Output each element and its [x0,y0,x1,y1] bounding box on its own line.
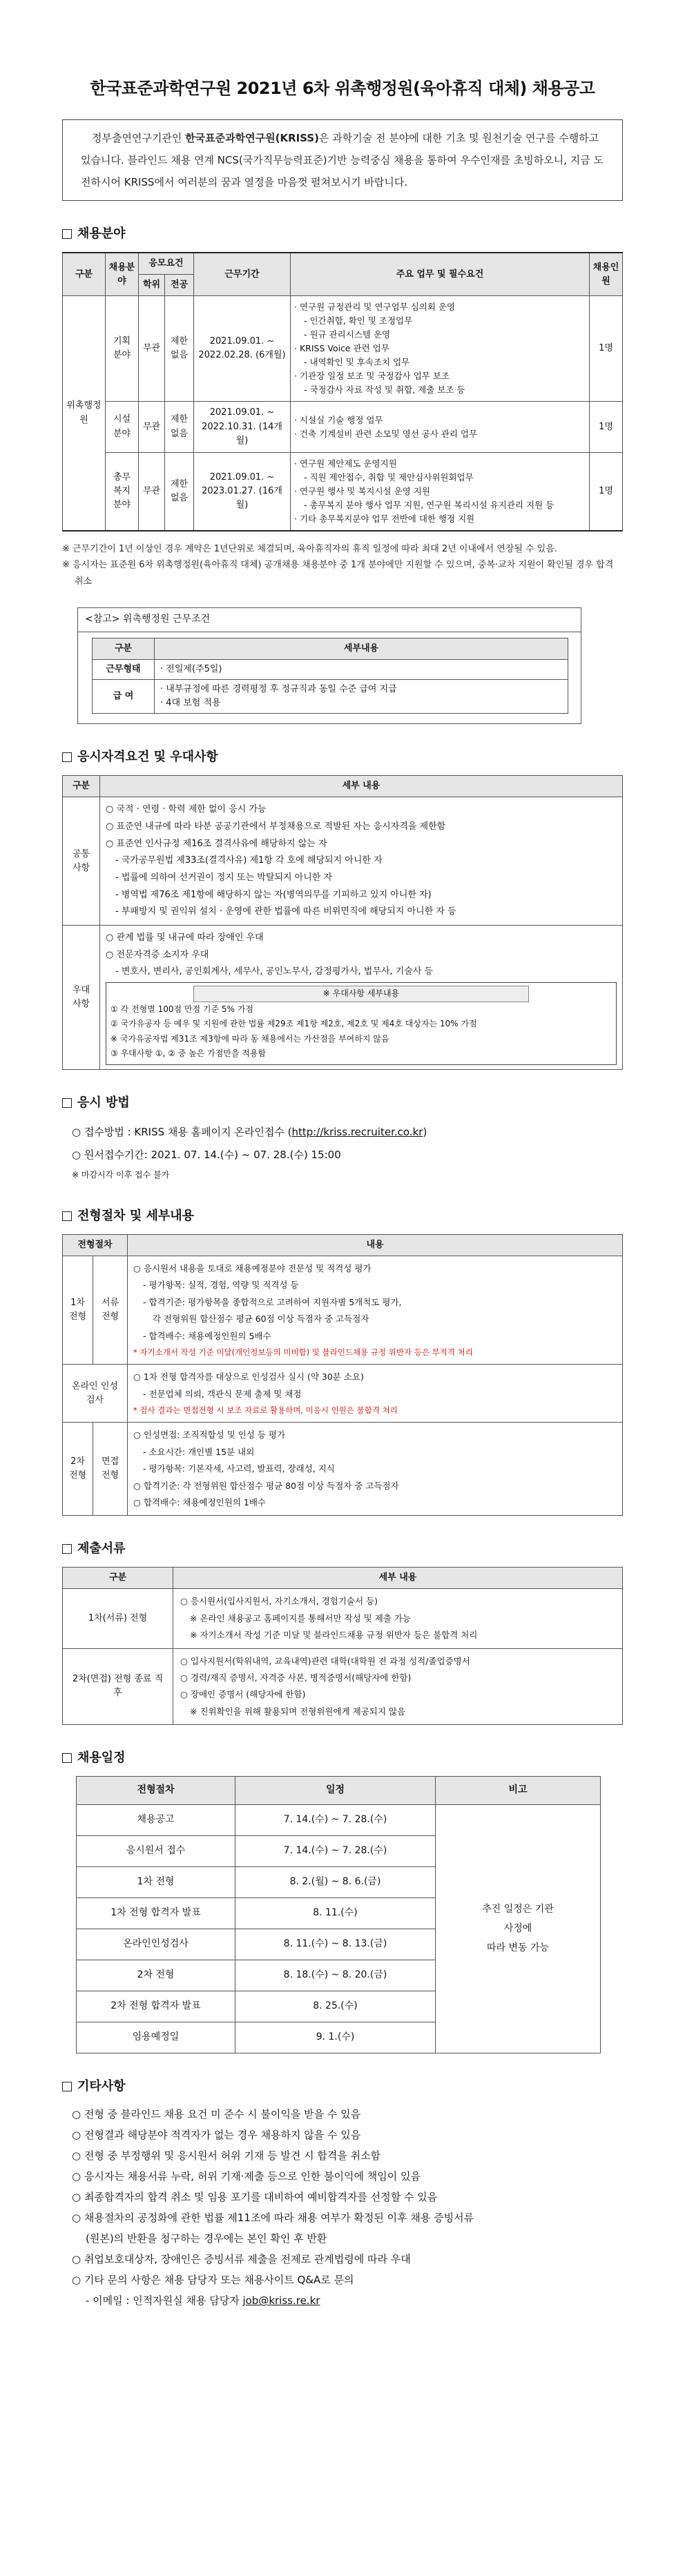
apply-period-item: ○ 원서접수기간: 2021. 07. 14.(수) ~ 07. 28.(수) 15:00 [72,1148,341,1161]
preference-detail-box [106,982,617,1065]
schedule-date: 8. 2.(월) ~ 8. 6.(금) [235,1866,436,1897]
duty-item: · 기타 총무복지분야 업무 전반에 대한 행정 지원 [294,513,475,524]
document-item: ※ 자기소개서 작성 기준 미달 및 블라인드채용 규정 위반자 등은 불합격 처리 [190,1630,478,1641]
intro-org-name: 한국표준과학연구원(KRISS) [185,132,319,145]
section-etc-heading [62,2077,623,2096]
process-table [62,1234,623,1516]
schedule-step: 응시원서 접수 [77,1835,235,1866]
process-detail-list [133,1260,617,1360]
document-item: ○ 입사지원서(학위내역, 교육내역)관련 대학(대학원 전 과정 성적/졸업증명서 [180,1655,470,1666]
page-title: 한국표준과학연구원 2021년 6차 위촉행정원(육아휴직 대체) 채용공고 [90,79,595,98]
duty-item: - 국정감사 자료 작성 및 취합, 제출 보조 등 [304,384,465,396]
degree-value: 무관 [139,296,165,402]
duty-item: - 내역확인 및 후속조치 업무 [304,357,410,368]
schedule-step: 임용예정일 [77,2022,235,2053]
common-label: 공통사항 [63,797,100,926]
condition-value: · 전일제(주5일) [160,663,222,674]
duty-list [294,457,586,526]
note-line: ※ 근무기간이 1년 이상인 경우 계약은 1년단위로 체결되며, 육아휴직자의 휴직 일정에 따라 최대 2년 이내에서 연장될 수 있음. [62,543,558,554]
preference-item: - 변호사, 변리사, 공인회계사, 세무사, 공인노무사, 감정평가사, 법무사, 기술사 등 [115,966,434,977]
preference-item: ○ 관계 법률 및 내규에 따라 장애인 우대 [106,933,264,944]
col-period: 근무기간 [194,253,291,296]
pref-label: 우대사항 [63,926,100,1070]
major-value: 제한없음 [165,402,194,452]
col-note: 비고 [436,1776,601,1804]
col-gubun: 구분 [63,776,100,797]
schedule-step: 1차 전형 합격자 발표 [77,1897,235,1929]
etc-item: ○ 기타 문의 사항은 채용 담당자 또는 채용사이트 Q&A로 문의 [72,2274,354,2287]
document-item: ○ 경력/재직 증명서, 자격증 사본, 병적증명서(해당자에 한함) [180,1672,412,1683]
documents-table [62,1567,623,1725]
section-recruit-fields-heading [62,224,623,244]
section-process-heading [62,1207,623,1226]
contact-text: - 이메일 : 인적자원실 채용 담당자 [86,2294,243,2307]
process-detail-item: - 평가항목: 실적, 경험, 역량 및 적격성 등 [143,1280,299,1291]
intro-box [62,119,623,201]
count-value: 1명 [590,296,623,402]
square-bullet-icon [62,1098,72,1108]
period-value: 2021.09.01. ~ 2022.02.28. (6개월) [194,296,291,402]
requirement-item: - 병역법 제76조 제1항에 해당하지 않는 자(병역의무를 기피하고 있지 아니한 자) [115,889,432,900]
duty-item: · 연구원 제안제도 운영지원 [294,458,397,469]
schedule-step: 2차 전형 [77,1960,235,1991]
condition-value: · 4대 보험 적용 [160,698,221,709]
col-date: 일정 [235,1776,436,1804]
document-item: ※ 진위확인을 위해 활용되며 전형위원에게 제공되지 않음 [190,1706,406,1717]
square-bullet-icon [62,752,72,762]
square-bullet-icon [62,229,72,239]
condition-value: · 내부규정에 따른 경력평정 후 정규직과 동일 수준 급여 지급 [160,683,397,694]
common-requirements-list [106,801,617,921]
table-row [93,659,568,679]
col-req: 응모요건 [139,253,194,275]
qualification-table [62,775,623,1070]
col-major: 전공 [165,275,194,296]
process-detail-item: ○ 합격기준: 각 전형위원 합산점수 평균 80점 이상 득점자 중 고득점자 [133,1480,399,1491]
col-proc: 전형절차 [63,1234,128,1256]
schedule-step: 2차 전형 합격자 발표 [77,1991,235,2022]
section-documents-heading [62,1539,623,1559]
process-detail-item: - 합격배수: 채용예정인원의 5배수 [143,1330,271,1341]
section-apply-method-heading [62,1093,623,1113]
count-value: 1명 [590,452,623,531]
schedule-note-line: 추진 일정은 기관 [482,1904,554,1915]
apply-method-text-end: ) [423,1125,427,1138]
duty-list [294,300,586,397]
requirement-item: - 법률에 의하여 선거권이 정지 또는 박탈되지 아니한 자 [115,872,333,883]
schedule-date: 8. 11.(수) ~ 8. 13.(금) [235,1929,436,1960]
preference-item: ○ 전문자격증 소지자 우대 [106,949,209,960]
requirement-item: - 국가공무원법 제33조(결격사유) 제1항 각 호에 해당되지 아니한 자 [115,855,383,866]
col-gubun: 구분 [63,253,106,296]
col-gubun: 구분 [63,1568,173,1589]
stage-label: 2차 전형 [63,1423,93,1516]
apply-method-item [72,1121,623,1144]
col-duty: 주요 업무 및 필수요건 [291,253,590,296]
table-row [93,679,568,713]
table-row [63,402,623,452]
process-detail-item: ○ 1차 전형 합격자를 대상으로 인성검사 실시 (약 30분 소요) [133,1372,364,1383]
col-detail: 세부 내용 [100,776,623,797]
process-detail-list [133,1369,617,1418]
col-detail: 세부내용 [155,638,568,659]
duty-list [294,413,586,441]
section-title: 기타사항 [77,2078,126,2094]
group-label: 위촉행정원 [63,296,106,531]
square-bullet-icon [62,1544,72,1554]
schedule-note-line: 사정에 [503,1923,532,1935]
doc-stage: 2차(면접) 전형 종료 직후 [63,1648,173,1725]
stage-name: 서류 전형 [93,1256,128,1365]
square-bullet-icon [62,1211,72,1221]
etc-list [62,2104,623,2290]
process-detail-item: - 전문업체 의뢰, 객관식 문제 출제 및 채점 [143,1388,302,1399]
field-name: 시설분야 [106,402,139,452]
preference-detail-line: ② 국가유공자 등 예우 및 지원에 관한 법률 제29조 제1항 제2호, 제2호 및 제4호 대상자는 10% 가점 [110,1019,477,1029]
documents-list [180,1653,615,1721]
major-value: 제한없음 [165,296,194,402]
intro-text-2: 은 과학기술 전 분야에 대한 기초 및 원천기술 연구를 수행하고 있습니다. 블라인드 채용 연계 NCS(국가직무능력표준)기반 능력중심 채용을 통하여 우수인재를 초빙하오니, 지금 도전하시어 KRISS에서 여러분의 꿈과 열정을 마음껏 펼쳐보시기 바랍니다. [81,132,604,189]
etc-item: ○ 전형 중 부정행위 및 응시원서 허위 기재 등 발견 시 합격을 취소함 [72,2149,381,2163]
apply-footnote: ※ 마감시각 이후 접수 불가 [72,1169,170,1180]
note-line: ※ 응시자는 표준원 6차 위촉행정원(육아휴직 대체) 공개채용 채용분야 중 1개 분야에만 지원할 수 있으며, 중복·교차 지원이 확인될 경우 합격 취소 [62,560,614,587]
duty-item: · 기관장 일정 보조 및 국정감사 업무 보조 [294,371,450,382]
stage-label: 1차 전형 [63,1256,93,1365]
section-title: 채용분야 [77,226,126,242]
process-detail-item: ○ 응시원서 내용을 토대로 채용예정분야 전문성 및 적격성 평가 [133,1263,372,1274]
section-qualification-heading [62,748,623,767]
schedule-step: 1차 전형 [77,1866,235,1897]
section-title: 응시 방법 [77,1095,130,1111]
schedule-date: 8. 25.(수) [235,1991,436,2022]
requirement-item: ○ 표준연 내규에 따라 타분 공공기관에서 부정채용으로 적발된 자는 응시자격을 제한함 [106,821,446,832]
requirement-item: - 부패방지 및 권익위 설치 · 운영에 관한 법률에 따른 비위면직에 해당되지 아니한 자 등 [115,906,456,917]
document-item: ○ 장애인 증명서 (해당자에 한함) [180,1689,306,1700]
etc-item: ○ 응시자는 채용서류 누락, 허위 기재·제출 등으로 인한 불이익에 책임이 있음 [72,2170,421,2183]
duty-item: · 시설실 기술 행정 업무 [294,414,383,425]
work-conditions-box [77,607,581,724]
process-detail-item: ○ 합격배수: 채용예정인원의 1배수 [133,1496,266,1507]
apply-method-list [62,1121,623,1183]
duty-item: - 원규 관리시스템 운영 [304,329,391,340]
section-title: 제출서류 [77,1541,126,1557]
duty-item: - 총무복지 분야 행사 업무 지원, 연구원 복리시설 유지관리 지원 등 [304,499,554,510]
recruit-fields-table [62,252,623,531]
process-detail-item: - 평가항목: 기본자세, 사고력, 발표력, 장래성, 지식 [143,1463,335,1474]
process-detail-item: - 소요시간: 개인별 15분 내외 [143,1446,255,1457]
duty-item: · KRISS Voice 관련 업무 [294,343,389,354]
etc-item: ○ 전형결과 해당분야 적격자가 없는 경우 채용하지 않을 수 있음 [72,2129,361,2142]
recruit-site-link[interactable]: http://kriss.recruiter.co.kr [291,1125,423,1138]
preference-list [106,930,617,981]
intro-text-1: 정부출연연구기관인 [92,132,186,145]
process-detail-item: ○ 인성면접: 조직적합성 및 인성 등 평가 [133,1430,286,1441]
duty-item: · 연구원 규정관리 및 연구업무 심의회 운영 [294,302,456,313]
table-row [63,296,623,402]
period-value: 2021.09.01. ~ 2023.01.27. (16개월) [194,452,291,531]
schedule-date: 9. 1.(수) [235,2022,436,2053]
period-value: 2021.09.01. ~ 2022.10.31. (14개월) [194,402,291,452]
duty-item: · 연구원 행사 및 복지시설 운영 지원 [294,485,430,496]
process-detail-item: 각 전형위원 합산점수 평균 60점 이상 득점자 중 고득점자 [153,1314,369,1325]
col-detail: 내용 [128,1234,623,1256]
schedule-step: 온라인인성검사 [77,1929,235,1960]
contact-line [62,2290,623,2311]
doc-stage: 1차(서류) 전형 [63,1589,173,1648]
etc-item: ○ 최종합격자의 합격 취소 및 임용 포기를 대비하여 예비합격자를 선정할 수 있음 [72,2191,438,2204]
preference-detail-title: ※ 우대사항 세부내용 [193,986,529,1002]
schedule-date: 8. 18.(수) ~ 8. 20.(금) [235,1960,436,1991]
stage-name: 면접 전형 [93,1423,128,1516]
col-degree: 학위 [139,275,165,296]
apply-method-text: ○ 접수방법 : KRISS 채용 홈페이지 온라인접수 ( [72,1125,292,1138]
schedule-note [436,1804,601,2053]
requirement-item: ○ 국적 · 연령 · 학력 제한 없이 응시 가능 [106,804,267,815]
documents-list [180,1593,615,1643]
schedule-table [76,1776,601,2053]
preference-detail-line: ※ 국가유공자법 제31조 제3항에 따라 동 채용에서는 가산점을 부여하지 않음 [110,1033,389,1044]
square-bullet-icon [62,1753,72,1763]
document-item: ※ 온라인 채용공고 홈페이지를 통해서만 작성 및 제출 가능 [190,1612,411,1623]
condition-key: 급 여 [93,679,155,713]
contact-email-link[interactable]: job@kriss.re.kr [242,2294,320,2307]
process-detail-item: * 자기소개서 작성 기준 미달(개인정보등의 미비함) 및 블라인드채용 규정 위반자 등은 부적격 처리 [133,1347,473,1357]
count-value: 1명 [590,402,623,452]
recruit-notes [62,541,623,589]
work-conditions-title: <참고> 위촉행정원 근무조건 [78,608,581,632]
field-name: 기획분야 [106,296,139,402]
work-conditions-table [92,638,568,714]
condition-key: 근무형태 [93,659,155,679]
col-detail: 세부 내용 [173,1568,623,1589]
preference-detail-line: ① 각 전형별 100점 만점 기준 5% 가점 [110,1004,253,1014]
section-title: 응시자격요건 및 우대사항 [77,750,218,765]
duty-item: · 건축 기계설비 관련 소모및 영선 공사 관리 업무 [294,428,478,439]
schedule-date: 7. 14.(수) ~ 7. 28.(수) [235,1835,436,1866]
process-detail-item: - 합격기준: 평가항목을 종합적으로 고려하여 지원자별 5개척도 평가, [143,1296,402,1307]
major-value: 제한없음 [165,452,194,531]
col-gubun: 구분 [93,638,155,659]
section-title: 채용일정 [77,1750,126,1765]
section-schedule-heading [62,1748,623,1768]
duty-item: - 직원 제안접수, 취합 및 제안심사위원회업무 [304,471,474,482]
degree-value: 무관 [139,402,165,452]
square-bullet-icon [62,2082,72,2091]
schedule-date: 7. 14.(수) ~ 7. 28.(수) [235,1804,436,1835]
requirement-item: ○ 표준연 인사규정 제16조 결격사유에 해당하지 않는 자 [106,838,327,849]
etc-item: ○ 전형 중 블라인드 채용 요건 미 준수 시 불이익을 받을 수 있음 [72,2108,361,2121]
etc-item: ○ 채용절차의 공정화에 관한 법률 제11조에 따라 채용 여부가 확정된 이후 채용 증빙서류 [72,2212,474,2225]
etc-item: (원본)의 반환을 청구하는 경우에는 본인 확인 후 반환 [86,2232,327,2245]
etc-item: ○ 취업보호대상자, 장애인은 증빙서류 제출을 전제로 관계법령에 따라 우대 [72,2253,411,2266]
degree-value: 무관 [139,452,165,531]
col-proc: 전형절차 [77,1776,235,1804]
col-count: 채용인원 [590,253,623,296]
schedule-date: 8. 11.(수) [235,1897,436,1929]
process-detail-list [133,1427,617,1511]
preference-detail-line: ③ 우대사항 ①, ② 중 높은 가점만을 적용함 [110,1048,267,1059]
field-name: 총무복지분야 [106,452,139,531]
table-row [63,452,623,531]
col-field: 채용분야 [106,253,139,296]
duty-item: - 인간취합, 확인 및 조정업무 [304,315,413,326]
schedule-step: 채용공고 [77,1804,235,1835]
table-row [77,1804,601,1835]
process-detail-item: * 검사 결과는 면접전형 시 보조 자료로 활용하며, 미응시 인원은 불합격 처리 [133,1405,398,1416]
document-item: ○ 응시원서(입사지원서, 자기소개서, 경험기술서 등) [180,1596,378,1607]
section-title: 전형절차 및 세부내용 [77,1208,195,1223]
stage-name: 온라인 인성검사 [63,1365,128,1423]
schedule-note-line: 따라 변동 가능 [486,1942,550,1954]
